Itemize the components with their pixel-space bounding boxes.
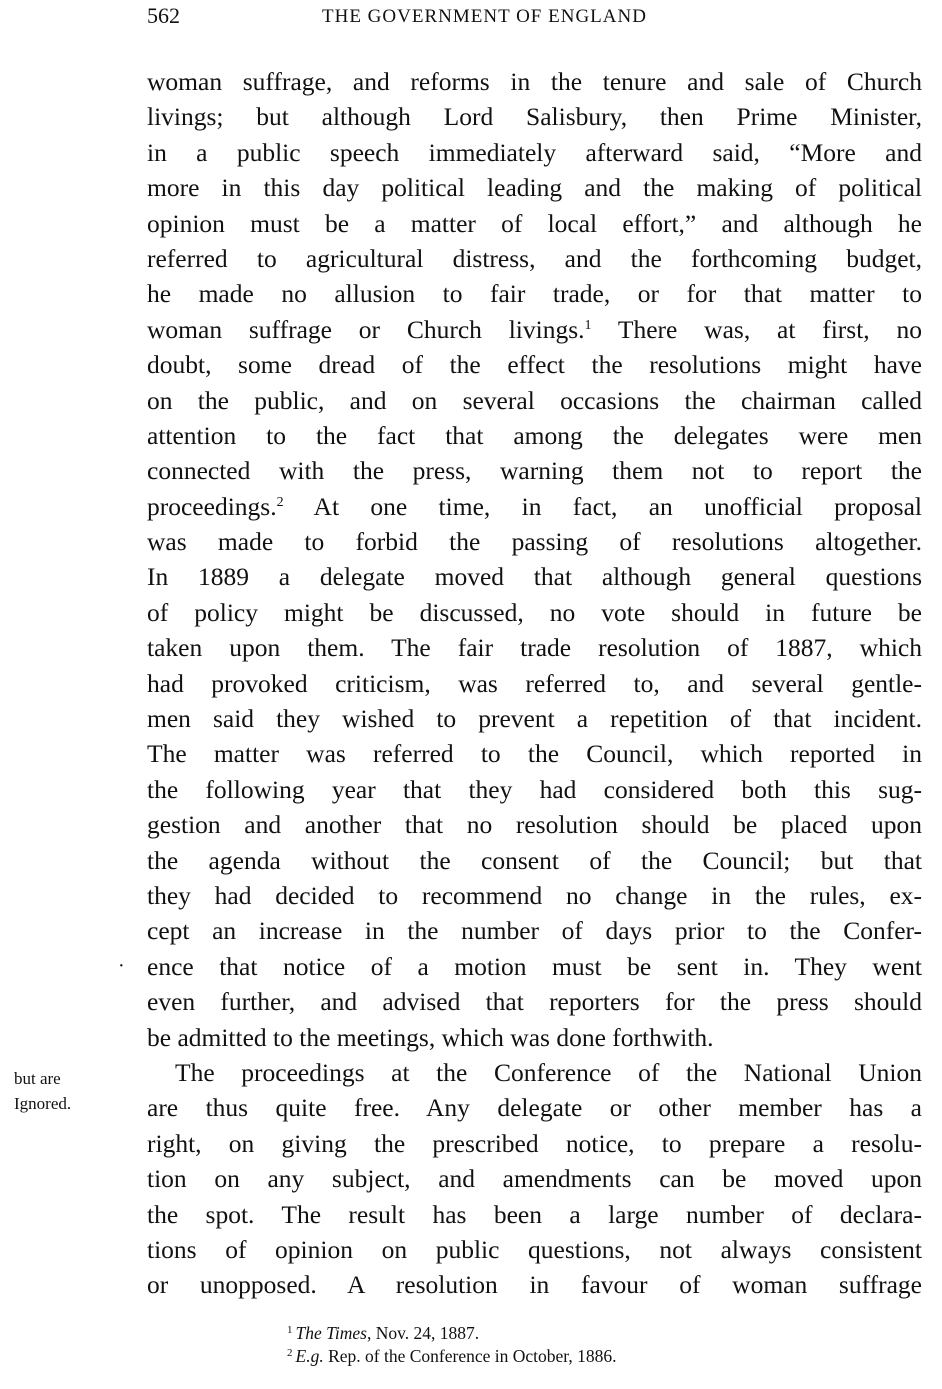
text-line: referred to agricultural distress, and the forthcoming budget, xyxy=(147,243,922,273)
text-line: he made no allusion to fair trade, or for that matter to xyxy=(147,279,922,309)
text-line: cept an increase in the number of days prior to the Confer- xyxy=(147,916,922,946)
text-line: the agenda without the consent of the Council; but that xyxy=(147,845,922,875)
footnotes xyxy=(287,1322,887,1368)
text-segment: There was, at first, no xyxy=(591,314,922,344)
text-line: right, on giving the prescribed notice, to prepare a resolu- xyxy=(147,1128,922,1158)
text-line: The proceedings at the Conference of the National Union xyxy=(175,1057,922,1087)
text-line: connected with the press, warning them not to report the xyxy=(147,456,922,486)
text-line xyxy=(147,312,922,347)
text-line: or unopposed. A resolution in favour of woman suffrage xyxy=(147,1270,922,1300)
text-line: more in this day political leading and the making of political xyxy=(147,173,922,203)
page-number: 562 xyxy=(147,3,180,28)
text-segment: proceedings. xyxy=(147,491,277,521)
text-line: had provoked criticism, was referred to, and several gentle- xyxy=(147,668,922,698)
text-line: The matter was referred to the Council, which reported in xyxy=(147,739,922,769)
running-title: THE GOVERNMENT OF ENGLAND xyxy=(322,6,647,27)
footnote-mark: 2 xyxy=(287,1347,293,1359)
footnote-mark: 1 xyxy=(287,1324,293,1336)
body-text xyxy=(147,64,922,1303)
text-line: the following year that they had considered both this sug- xyxy=(147,774,922,804)
margin-note xyxy=(14,1066,114,1116)
text-line: doubt, some dread of the effect the resolutions might have xyxy=(147,350,922,380)
text-line: of policy might be discussed, no vote should in future be xyxy=(147,597,922,627)
margin-note-line: but are xyxy=(14,1069,61,1088)
running-header xyxy=(147,2,922,32)
text-line: attention to the fact that among the delegates were men xyxy=(147,420,922,450)
text-line: was made to forbid the passing of resolutions altogether. xyxy=(147,527,922,557)
text-segment: At one time, in fact, an unofficial proposal xyxy=(283,491,922,521)
text-line: men said they wished to prevent a repetition of that incident. xyxy=(147,704,922,734)
text-line: livings; but although Lord Salisbury, then Prime Minister, xyxy=(147,102,922,132)
text-line: are thus quite free. Any delegate or other member has a xyxy=(147,1093,922,1123)
margin-note-line: Ignored. xyxy=(14,1094,72,1113)
footnote-ref-2[interactable]: 2 xyxy=(276,494,284,510)
footnote-1 xyxy=(287,1322,887,1345)
footnote-title: The Times xyxy=(295,1323,367,1343)
text-line: taken upon them. The fair trade resolution of 1887, which xyxy=(147,633,922,663)
text-line: even further, and advised that reporters for the press should xyxy=(147,987,922,1017)
text-line xyxy=(147,489,922,524)
text-line: woman suffrage, and reforms in the tenure and sale of Church xyxy=(147,67,922,96)
stray-mark: · xyxy=(118,955,125,977)
text-line: tion on any subject, and amendments can be moved upon xyxy=(147,1164,922,1194)
text-line: the spot. The result has been a large number of declara- xyxy=(147,1199,922,1229)
text-line: be admitted to the meetings, which was done forthwith. xyxy=(147,1022,714,1052)
text-line: ence that notice of a motion must be sent in. They went xyxy=(147,951,922,981)
text-line: opinion must be a matter of local effort,” and although he xyxy=(147,208,922,238)
footnote-ref-1[interactable]: 1 xyxy=(584,317,592,333)
footnote-text: Rep. of the Conference in October, 1886. xyxy=(323,1346,617,1366)
text-line: In 1889 a delegate moved that although general questions xyxy=(147,562,922,592)
footnote-2 xyxy=(287,1345,887,1368)
footnote-text: , Nov. 24, 1887. xyxy=(366,1323,480,1343)
text-line: on the public, and on several occasions the chairman called xyxy=(147,385,922,415)
text-line: tions of opinion on public questions, not always consistent xyxy=(147,1234,922,1264)
text-line: in a public speech immediately afterward said, “More and xyxy=(147,137,922,167)
text-line: they had decided to recommend no change in the rules, ex- xyxy=(147,880,922,910)
text-line: gestion and another that no resolution should be placed upon xyxy=(147,810,922,840)
footnote-title: E.g. xyxy=(295,1346,324,1366)
text-segment: woman suffrage or Church livings. xyxy=(147,314,585,344)
